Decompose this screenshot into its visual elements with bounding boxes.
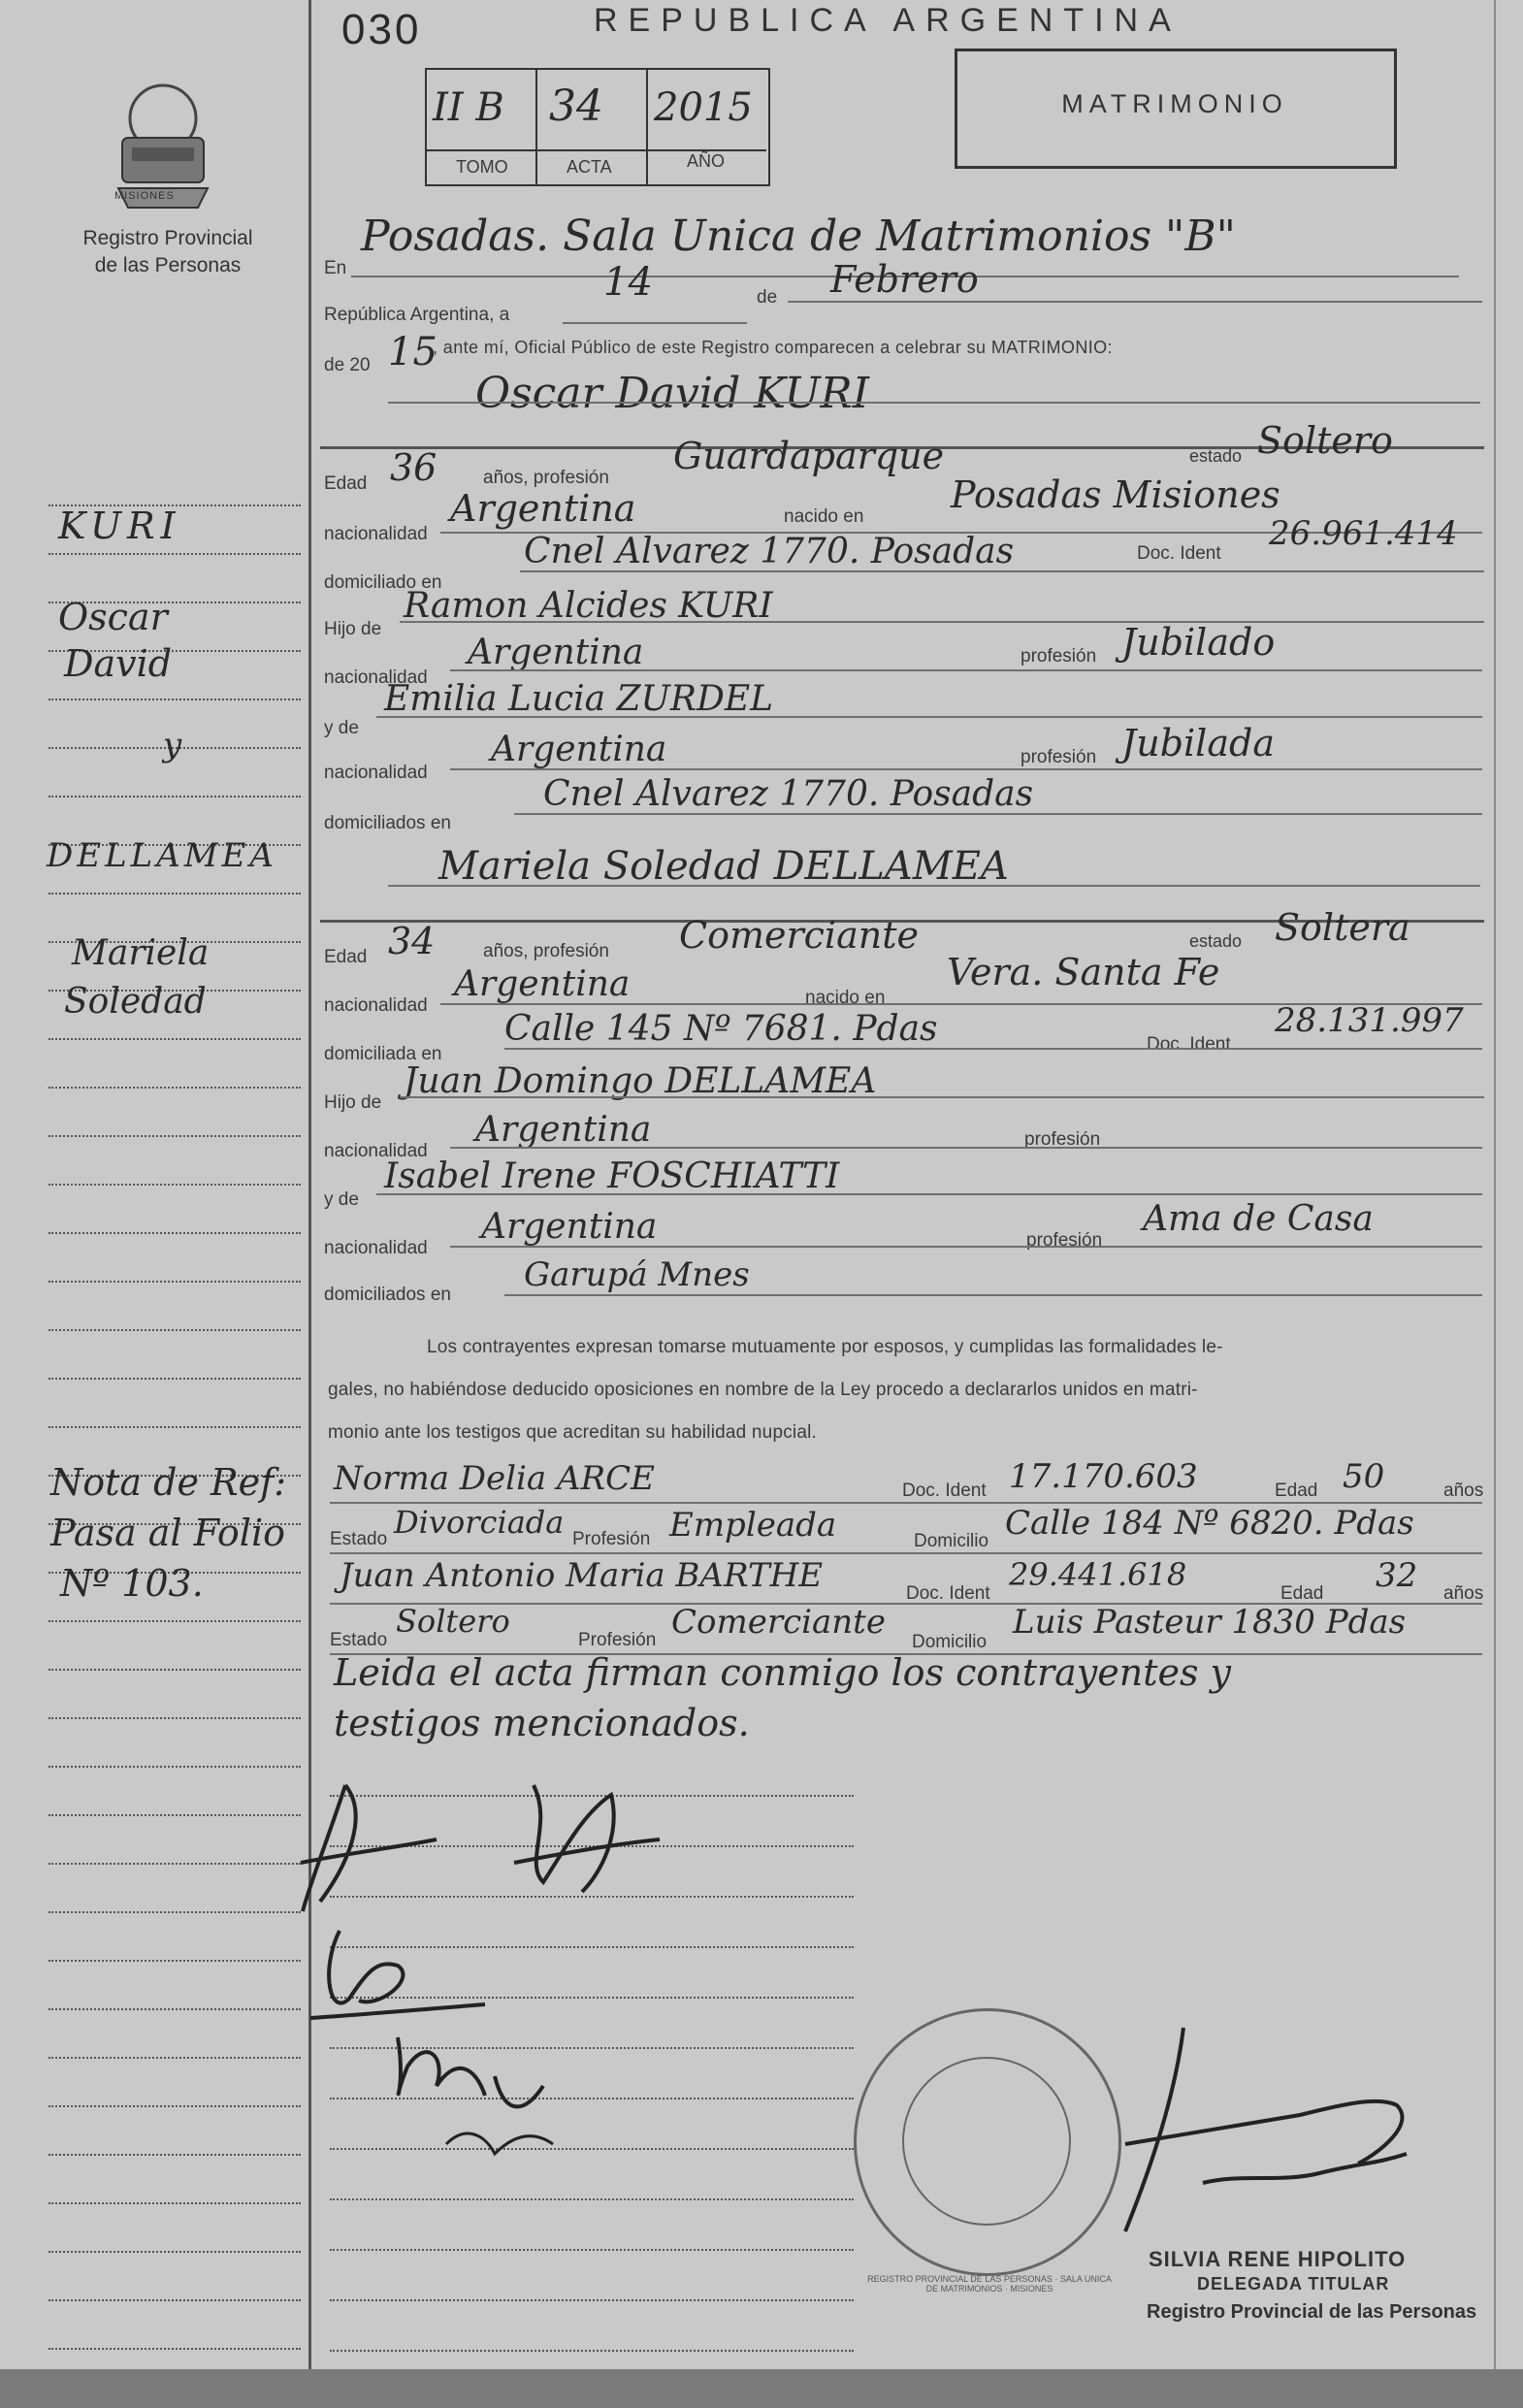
- margin-ruled-line: [49, 1281, 301, 1283]
- act-type: MATRIMONIO: [1061, 89, 1288, 118]
- bride-father-nat-line: [450, 1147, 1482, 1149]
- day-line: [563, 322, 747, 324]
- bride-mother-nat-line: [450, 1246, 1482, 1248]
- witness2-marital-status: Soltero: [396, 1603, 510, 1640]
- margin-surname: KURI: [58, 504, 181, 547]
- de-label: de: [757, 287, 778, 308]
- bride-full-name: Mariela Soledad DELLAMEA: [438, 844, 1009, 889]
- bride-estado-label: estado: [1189, 931, 1243, 951]
- groom-yde-label: y de: [324, 718, 359, 738]
- witness1-domicilio-label: Domicilio: [914, 1531, 989, 1551]
- closing-line1: Leida el acta firman conmigo los contrayentes y: [334, 1651, 1232, 1694]
- declaration-line3: monio ante los testigos que acreditan su habilidad nupcial.: [328, 1422, 818, 1443]
- crest-text: MISIONES: [114, 190, 175, 202]
- bride-marital-status: Soltera: [1275, 906, 1410, 949]
- year-prefix: de 20: [324, 355, 371, 375]
- margin-bride-given-1: Mariela: [72, 933, 210, 973]
- witness1-address: Calle 184 Nº 6820. Pdas: [1005, 1504, 1414, 1543]
- witness1-age: 50: [1343, 1457, 1385, 1496]
- witness1-estado-label: Estado: [330, 1529, 388, 1549]
- groom-doc-number: 26.961.414: [1269, 514, 1458, 553]
- bride-mother-nationality: Argentina: [481, 1207, 658, 1247]
- registry-name-line2: de las Personas: [94, 254, 242, 277]
- bride-parents-address-line: [504, 1294, 1482, 1296]
- bride-profession: Comerciante: [679, 914, 919, 957]
- witness2-prof-label: Profesión: [578, 1630, 657, 1650]
- declaration-line1: Los contrayentes expresan tomarse mutuamente por esposos, y cumplidas las formalidades le-: [427, 1337, 1223, 1357]
- groom-mother-nationality: Argentina: [491, 730, 667, 769]
- margin-ruled-line: [49, 553, 301, 555]
- witness2-domicilio-label: Domicilio: [912, 1632, 988, 1652]
- bottom-edge: [0, 2369, 1523, 2408]
- witness2-edad-label: Edad: [1280, 1583, 1324, 1604]
- groom-full-name: Oscar David KURI: [475, 369, 870, 418]
- right-edge: [1494, 0, 1496, 2408]
- bride-edad-label: Edad: [324, 947, 368, 967]
- official-registry: Registro Provincial de las Personas: [1147, 2301, 1477, 2323]
- groom-birthplace: Posadas Misiones: [951, 473, 1280, 516]
- margin-ruled-line: [49, 1863, 301, 1865]
- witness2-estado-label: Estado: [330, 1630, 388, 1650]
- margin-ruled-line: [49, 2008, 301, 2010]
- witness2-profession: Comerciante: [671, 1603, 886, 1642]
- witness1-doc-number: 17.170.603: [1009, 1457, 1198, 1496]
- witness2-name: Juan Antonio Maria BARTHE: [340, 1556, 824, 1595]
- signature-ruled-line: [330, 2350, 854, 2352]
- groom-marital-status: Soltero: [1257, 419, 1393, 462]
- witness2-address: Luis Pasteur 1830 Pdas: [1013, 1603, 1407, 1642]
- day: 14: [603, 260, 653, 305]
- groom-domiciliados-label: domiciliados en: [324, 813, 451, 833]
- groom-edad-label: Edad: [324, 473, 368, 494]
- margin-bride-surname: DELLAMEA: [47, 836, 277, 875]
- margin-bride-given-2: Soledad: [64, 982, 207, 1022]
- country-title: REPUBLICA ARGENTINA: [594, 2, 1182, 39]
- margin-and: y: [163, 726, 182, 765]
- groom-mother-nat-line: [450, 768, 1482, 770]
- margin-ruled-line: [49, 1766, 301, 1768]
- margin-ruled-line: [49, 1717, 301, 1719]
- witness1-doc-label: Doc. Ident: [902, 1481, 987, 1501]
- signature-scribbles-left-icon: [291, 1746, 698, 2193]
- groom-anos-profesion-label: años, profesión: [483, 468, 609, 488]
- margin-ruled-line: [49, 1184, 301, 1186]
- margin-ruled-line: [49, 2105, 301, 2107]
- groom-mother: Emilia Lucia ZURDEL: [384, 679, 774, 719]
- official-signature-icon: [1086, 1989, 1474, 2280]
- groom-mother-prof-label: profesión: [1021, 747, 1097, 767]
- seal-text: REGISTRO PROVINCIAL DE LAS PERSONAS · SALA UNICA DE MATRIMONIOS · MISIONES: [867, 2274, 1112, 2294]
- groom-nationality: Argentina: [450, 487, 636, 530]
- official-seal-inner: [902, 2057, 1071, 2226]
- acta-label: ACTA: [567, 157, 612, 177]
- anio-value: 2015: [654, 85, 753, 130]
- bride-nationality: Argentina: [454, 964, 631, 1004]
- bride-father-line: [400, 1096, 1484, 1098]
- witness2-anos-label: años: [1443, 1583, 1484, 1604]
- margin-ruled-line: [49, 699, 301, 700]
- margin-ruled-line: [49, 1038, 301, 1040]
- groom-father-profession: Jubilado: [1121, 621, 1276, 664]
- bride-father-nationality: Argentina: [475, 1110, 652, 1150]
- margin-ruled-line: [49, 2251, 301, 2253]
- bride-birthplace: Vera. Santa Fe: [947, 951, 1220, 993]
- margin-ruled-line: [49, 2348, 301, 2350]
- margin-ruled-line: [49, 1232, 301, 1234]
- groom-mother-profession: Jubilada: [1121, 722, 1275, 765]
- margin-given-name-2: David: [64, 642, 173, 685]
- bride-domiciliados-label: domiciliados en: [324, 1285, 451, 1305]
- official-title: DELEGADA TITULAR: [1197, 2274, 1390, 2294]
- margin-ruled-line: [49, 2299, 301, 2301]
- bride-father-prof-label: profesión: [1024, 1129, 1101, 1150]
- margin-ruled-line: [49, 1329, 301, 1331]
- month: Febrero: [830, 258, 979, 301]
- margin-ruled-line: [49, 1669, 301, 1671]
- margin-ruled-line: [49, 1911, 301, 1913]
- groom-nationality-label: nacionalidad: [324, 524, 428, 544]
- witness1-anos-label: años: [1443, 1481, 1484, 1501]
- margin-ruled-line: [49, 1960, 301, 1962]
- witness1-edad-label: Edad: [1275, 1481, 1318, 1501]
- bride-age: 34: [388, 920, 436, 962]
- margin-ruled-line: [49, 1135, 301, 1137]
- margin-ruled-line: [49, 2154, 301, 2156]
- groom-hijo-label: Hijo de: [324, 619, 382, 639]
- register-box-divider-2: [646, 68, 648, 184]
- folio-number: 030: [341, 6, 422, 53]
- witness1-name: Norma Delia ARCE: [334, 1459, 655, 1498]
- margin-note-line2: Pasa al Folio: [50, 1512, 285, 1554]
- groom-father-prof-label: profesión: [1021, 646, 1097, 667]
- bride-nationality-label: nacionalidad: [324, 995, 428, 1016]
- witness2-doc-label: Doc. Ident: [906, 1583, 990, 1604]
- groom-mother-line: [376, 716, 1482, 718]
- bride-domiciliada-label: domiciliada en: [324, 1044, 442, 1064]
- margin-note-line1: Nota de Ref:: [50, 1461, 286, 1504]
- bride-yde-label: y de: [324, 1189, 359, 1210]
- signature-ruled-line: [330, 2249, 854, 2251]
- witness1-marital-status: Divorciada: [394, 1504, 565, 1541]
- bride-parents-address: Garupá Mnes: [524, 1255, 750, 1294]
- margin-ruled-line: [49, 1620, 301, 1622]
- month-line: [788, 301, 1482, 303]
- bride-doc-number: 28.131.997: [1275, 1001, 1464, 1040]
- anio-label: AÑO: [687, 151, 726, 171]
- margin-note-line3: Nº 103.: [60, 1562, 204, 1605]
- bride-mother-profession: Ama de Casa: [1143, 1199, 1374, 1239]
- signature-ruled-line: [330, 2299, 854, 2301]
- margin-ruled-line: [49, 893, 301, 895]
- witness2-doc-number: 29.441.618: [1009, 1556, 1187, 1593]
- tomo-value: II B: [433, 85, 504, 130]
- groom-father-line: [400, 621, 1484, 623]
- witness2-age: 32: [1376, 1556, 1418, 1595]
- margin-ruled-line: [49, 1087, 301, 1089]
- groom-name-line: [388, 402, 1480, 404]
- bride-anos-profesion-label: años, profesión: [483, 941, 609, 961]
- groom-estado-label: estado: [1189, 446, 1243, 466]
- closing-line2: testigos mencionados.: [334, 1702, 750, 1744]
- bride-father: Juan Domingo DELLAMEA: [404, 1061, 877, 1101]
- margin-ruled-line: [49, 2202, 301, 2204]
- official-name: SILVIA RENE HIPOLITO: [1149, 2247, 1407, 2271]
- groom-doc-label: Doc. Ident: [1137, 543, 1221, 564]
- bride-address: Calle 145 Nº 7681. Pdas: [504, 1009, 938, 1049]
- bride-name-line: [388, 885, 1480, 887]
- groom-parents-address: Cnel Alvarez 1770. Posadas: [543, 774, 1034, 814]
- bride-mother-line: [376, 1193, 1482, 1195]
- groom-domiciliado-label: domiciliado en: [324, 572, 442, 593]
- place: Posadas. Sala Unica de Matrimonios "B": [361, 212, 1236, 261]
- groom-father-nat-line: [450, 669, 1482, 671]
- bride-address-line: [504, 1048, 1482, 1050]
- groom-parents-address-line: [514, 813, 1482, 815]
- signature-ruled-line: [330, 2198, 854, 2200]
- groom-nacido-label: nacido en: [784, 506, 864, 527]
- groom-father: Ramon Alcides KURI: [404, 586, 773, 626]
- groom-address-line: [520, 570, 1484, 572]
- bride-hijo-label: Hijo de: [324, 1092, 382, 1113]
- declaration-line2: gales, no habiéndose deducido oposiciones en nombre de la Ley procedo a declararlos unidos en matri-: [328, 1380, 1198, 1400]
- republica-label: República Argentina, a: [324, 305, 510, 325]
- witness1-profession: Empleada: [669, 1506, 837, 1545]
- bride-doc-label: Doc. Ident: [1147, 1034, 1231, 1055]
- registry-name-line1: Registro Provincial: [82, 227, 253, 249]
- bride-mother-nat-label: nacionalidad: [324, 1238, 428, 1258]
- bride-mother: Isabel Irene FOSCHIATTI: [384, 1156, 840, 1196]
- margin-ruled-line: [49, 2057, 301, 2059]
- groom-father-nat-label: nacionalidad: [324, 667, 428, 688]
- register-box-divider-1: [535, 68, 537, 184]
- statement: , ante mí, Oficial Público de este Registro comparecen a celebrar su MATRIMONIO:: [433, 338, 1113, 357]
- witness1-line2: [330, 1552, 1482, 1554]
- witness1-prof-label: Profesión: [572, 1529, 651, 1549]
- groom-mother-nat-label: nacionalidad: [324, 763, 428, 783]
- tomo-label: TOMO: [456, 157, 508, 177]
- groom-age: 36: [390, 446, 437, 489]
- acta-value: 34: [549, 81, 603, 131]
- margin-ruled-line: [49, 1426, 301, 1428]
- margin-ruled-line: [49, 796, 301, 797]
- en-label: En: [324, 258, 347, 278]
- margin-ruled-line: [49, 1378, 301, 1380]
- groom-profession: Guardaparque: [673, 435, 945, 477]
- year-suffix: 15: [388, 330, 437, 374]
- margin-ruled-line: [49, 1814, 301, 1816]
- groom-address: Cnel Alvarez 1770. Posadas: [524, 532, 1015, 571]
- bride-nacido-label: nacido en: [805, 988, 886, 1008]
- margin-given-name-1: Oscar: [58, 596, 168, 638]
- groom-father-nationality: Argentina: [468, 633, 644, 672]
- bride-father-nat-label: nacionalidad: [324, 1141, 428, 1161]
- bride-mother-prof-label: profesión: [1026, 1230, 1103, 1251]
